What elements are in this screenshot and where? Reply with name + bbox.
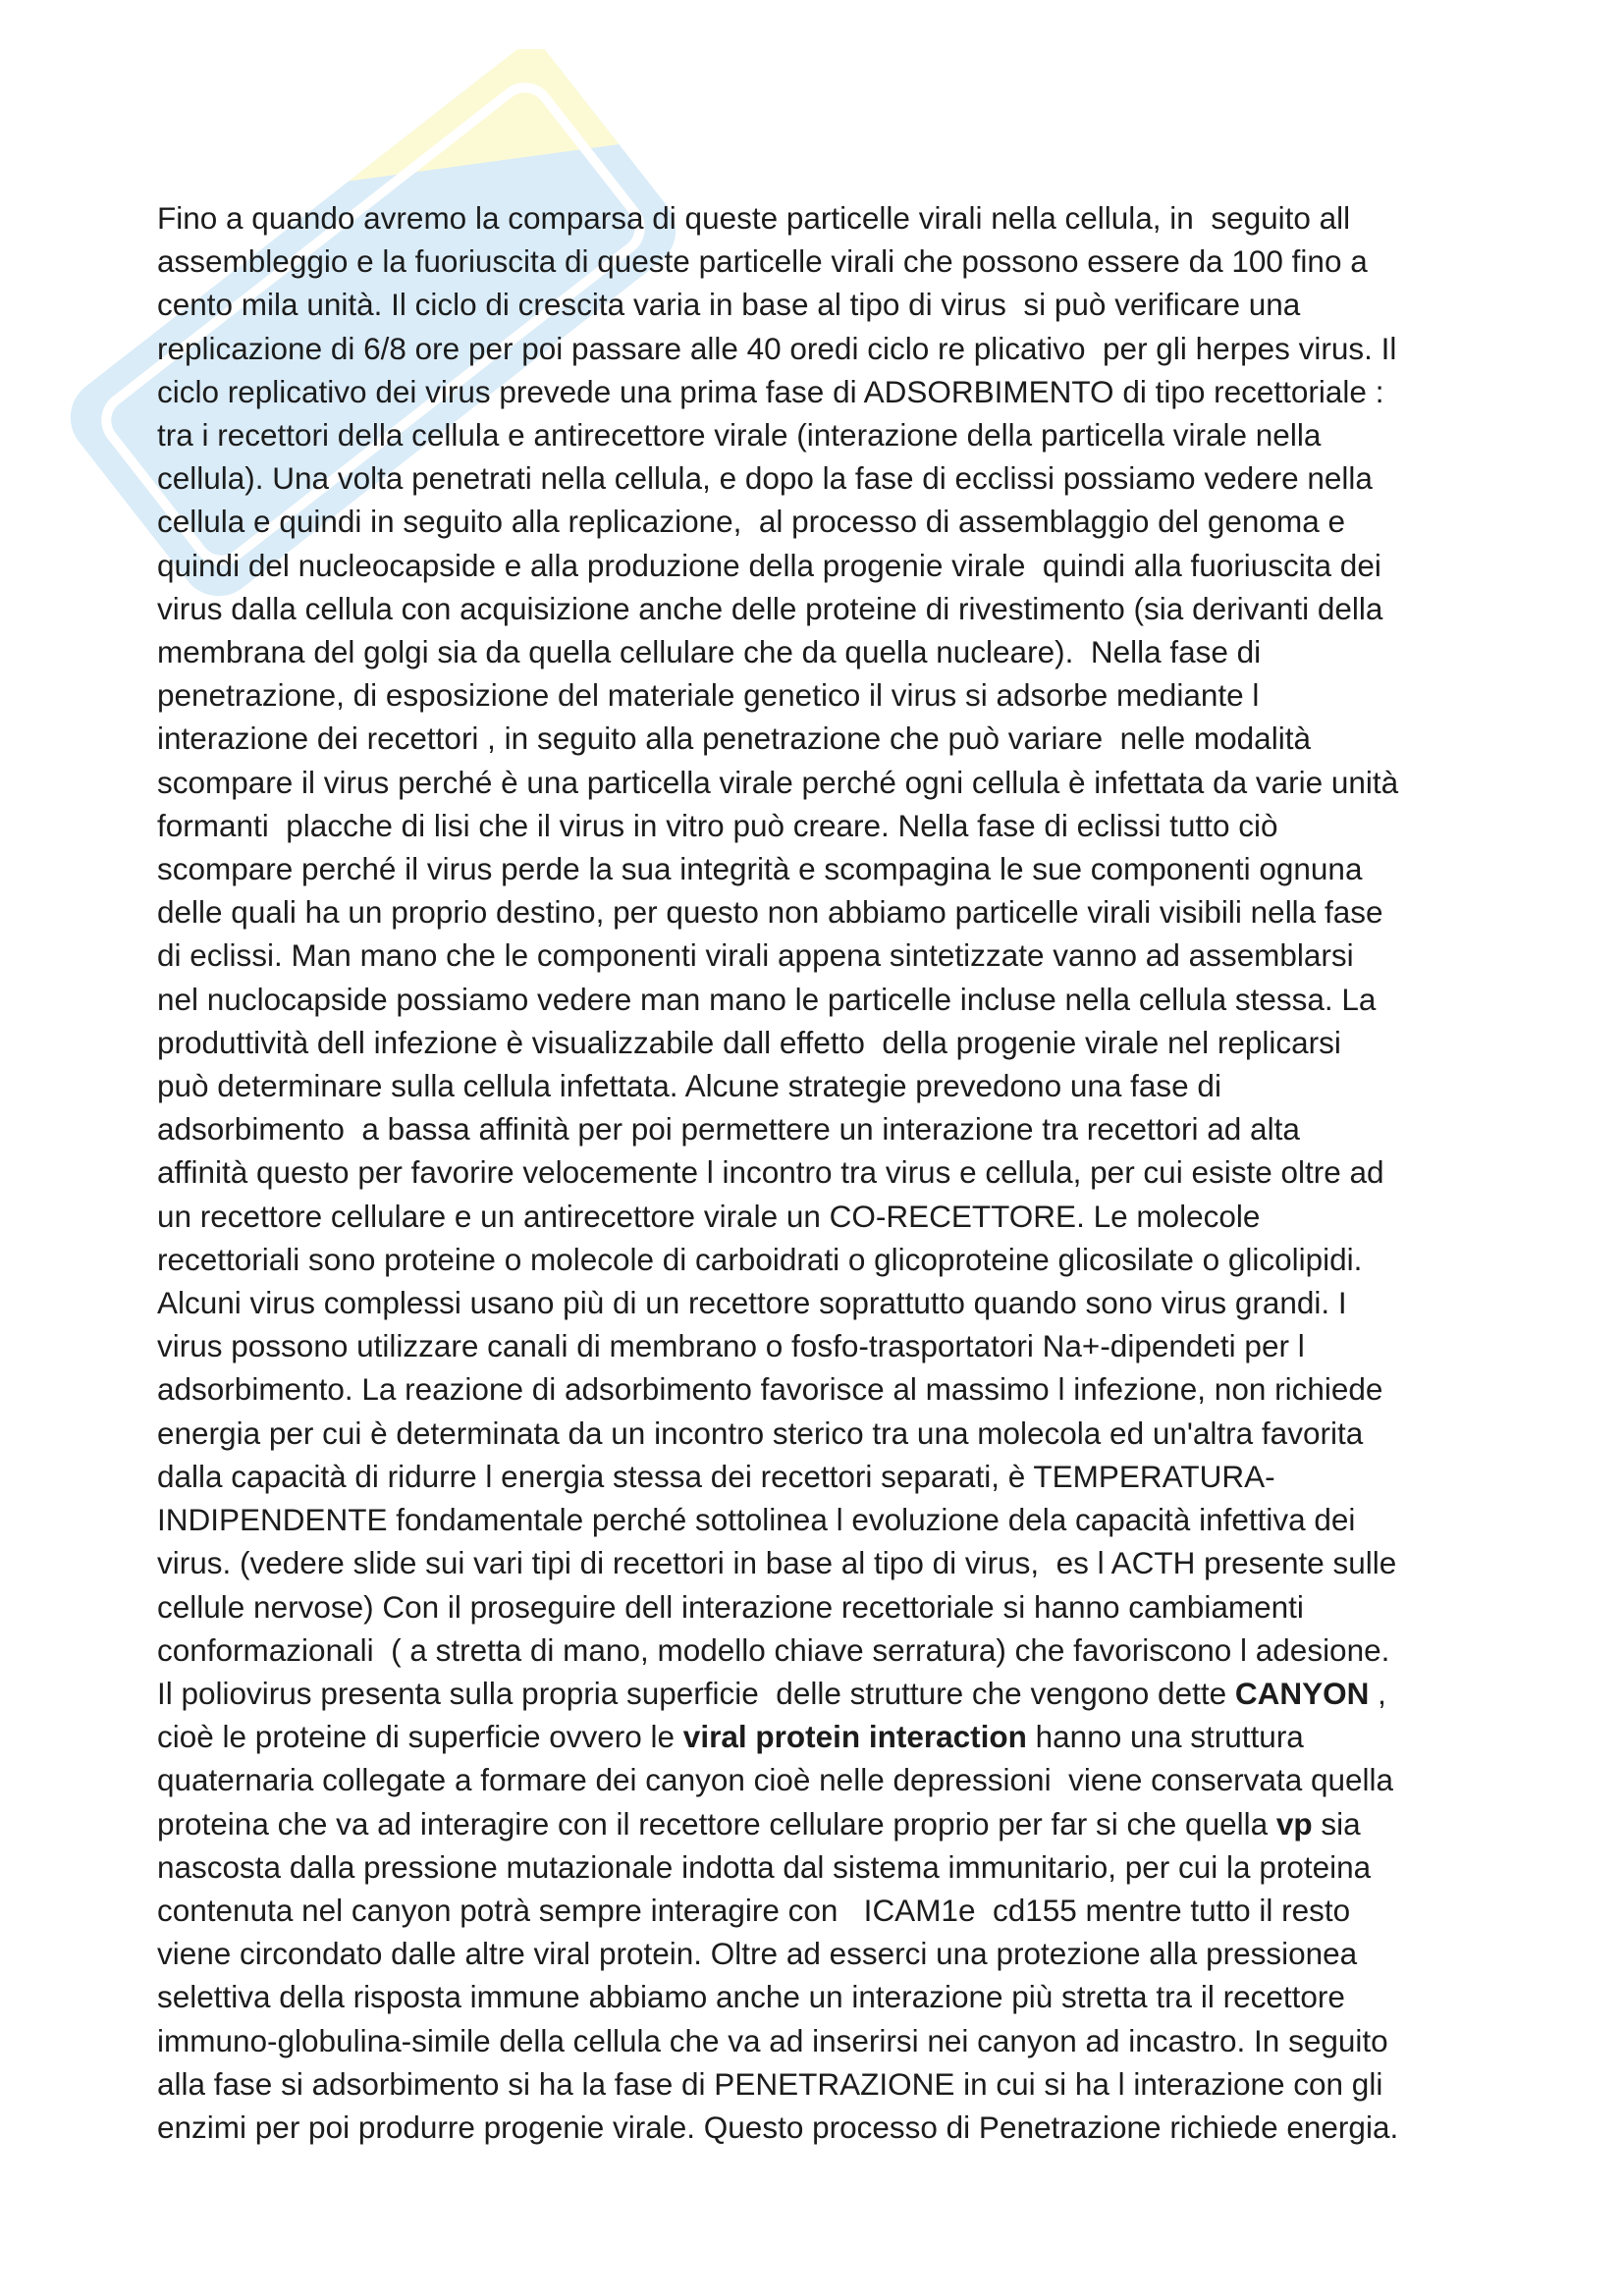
text-line bbox=[157, 544, 1492, 587]
text-line bbox=[157, 1541, 1492, 1584]
text-line bbox=[157, 1455, 1492, 1498]
text-line bbox=[157, 500, 1492, 543]
text-line bbox=[157, 587, 1492, 630]
text-run: delle quali ha un proprio destino, per questo non abbiamo particelle virali visibili nella fase bbox=[157, 894, 1383, 931]
text-run: affinità questo per favorire velocemente l incontro tra virus e cellula, per cui esiste oltre ad bbox=[157, 1154, 1384, 1191]
text-run: cellula). Una volta penetrati nella cellula, e dopo la fase di ecclissi possiamo vedere nella bbox=[157, 460, 1373, 497]
text-line bbox=[157, 1585, 1492, 1629]
text-line bbox=[157, 1715, 1492, 1758]
text-run: conformazionali ( a stretta di mano, modello chiave serratura) che favoriscono l adesione. bbox=[157, 1631, 1390, 1668]
text-run: dalla capacità di ridurre l energia stessa dei recettori separati, è TEMPERATURA- bbox=[157, 1458, 1275, 1494]
text-line bbox=[157, 1367, 1492, 1411]
text-line bbox=[157, 1064, 1492, 1107]
text-run: scompare il virus perché è una particella virale perché ogni cellula è infettata da varie unità bbox=[157, 764, 1399, 800]
text-run: virus. (vedere slide sui vari tipi di recettori in base al tipo di virus, es l ACTH presente sulle bbox=[157, 1545, 1397, 1581]
text-run: quindi del nucleocapside e alla produzione della progenie virale quindi alla fuoriuscita dei bbox=[157, 547, 1381, 583]
text-run: un recettore cellulare e un antirecettore virale un CO-RECETTORE. Le molecole bbox=[157, 1198, 1261, 1234]
text-line bbox=[157, 2019, 1492, 2062]
text-run: Il poliovirus presenta sulla propria superficie delle strutture che vengono dette bbox=[157, 1675, 1235, 1711]
text-run: hanno una struttura bbox=[1026, 1719, 1304, 1755]
text-line bbox=[157, 1672, 1492, 1715]
text-run: recettoriali sono proteine o molecole di carboidrati o glicoproteine glicosilate o glicolipidi. bbox=[157, 1241, 1363, 1277]
text-line bbox=[157, 370, 1492, 413]
text-run: contenuta nel canyon potrà sempre interagire con ICAM1e cd155 mentre tutto il resto bbox=[157, 1892, 1351, 1928]
bold-term: viral protein interaction bbox=[682, 1719, 1027, 1755]
bold-term: CANYON bbox=[1234, 1675, 1370, 1711]
bold-term: vp bbox=[1275, 1805, 1313, 1842]
text-run: , bbox=[1369, 1675, 1386, 1711]
text-line bbox=[157, 1281, 1492, 1324]
text-run: interazione dei recettori , in seguito alla penetrazione che può variare nelle modalità bbox=[157, 721, 1311, 757]
text-run: adsorbimento a bassa affinità per poi permettere un interazione tra recettori ad alta bbox=[157, 1111, 1300, 1148]
text-line bbox=[157, 1412, 1492, 1455]
text-run: assembleggio e la fuoriuscita di queste particelle virali che possono essere da 100 fino a bbox=[157, 243, 1368, 280]
text-run: membrana del golgi sia da quella cellulare che da quella nucleare). Nella fase di bbox=[157, 634, 1262, 670]
text-run: cioè le proteine di superficie ovvero le bbox=[157, 1719, 683, 1755]
text-line bbox=[157, 1845, 1492, 1889]
text-run: Fino a quando avremo la comparsa di queste particelle virali nella cellula, in seguito all bbox=[157, 200, 1351, 236]
text-line bbox=[157, 2062, 1492, 2106]
text-line bbox=[157, 1802, 1492, 1845]
text-line bbox=[157, 1889, 1492, 1932]
text-run: nel nuclocapside possiamo vedere man mano le particelle incluse nella cellula stessa. La bbox=[157, 981, 1377, 1017]
text-run: produttività dell infezione è visualizzabile dall effetto della progenie virale nel replicarsi bbox=[157, 1024, 1341, 1060]
text-line bbox=[157, 717, 1492, 760]
text-run: cellula e quindi in seguito alla replicazione, al processo di assemblaggio del genoma e bbox=[157, 504, 1345, 540]
text-line bbox=[157, 804, 1492, 847]
text-run: nascosta dalla pressione mutazionale indotta dal sistema immunitario, per cui la proteina bbox=[157, 1848, 1372, 1885]
text-run: energia per cui è determinata da un incontro sterico tra una molecola ed un'altra favorita bbox=[157, 1415, 1364, 1451]
text-run: adsorbimento. La reazione di adsorbimento favorisce al massimo l infezione, non richiede bbox=[157, 1371, 1383, 1408]
text-run: di eclissi. Man mano che le componenti virali appena sintetizzate vanno ad assemblarsi bbox=[157, 937, 1354, 974]
text-run: sia bbox=[1312, 1805, 1361, 1842]
text-run: viene circondato dalle altre viral protein. Oltre ad esserci una protezione alla pressionea bbox=[157, 1936, 1358, 1972]
text-line bbox=[157, 761, 1492, 804]
text-line bbox=[157, 934, 1492, 977]
text-line bbox=[157, 413, 1492, 456]
text-run: tra i recettori della cellula e antirecettore virale (interazione della particella virale nella bbox=[157, 417, 1322, 454]
text-line bbox=[157, 890, 1492, 934]
text-run: ciclo replicativo dei virus prevede una prima fase di ADSORBIMENTO di tipo recettoriale : bbox=[157, 373, 1384, 409]
text-line bbox=[157, 1629, 1492, 1672]
text-line bbox=[157, 2106, 1492, 2149]
text-run: può determinare sulla cellula infettata. Alcune strategie prevedono una fase di bbox=[157, 1068, 1221, 1104]
text-line bbox=[157, 1498, 1492, 1541]
text-line bbox=[157, 978, 1492, 1021]
document-body bbox=[157, 196, 1492, 2149]
text-run: selettiva della risposta immune abbiamo anche un interazione più stretta tra il recettore bbox=[157, 1979, 1345, 2015]
text-run: proteina che va ad interagire con il recettore cellulare proprio per far si che quella bbox=[157, 1805, 1276, 1842]
text-line bbox=[157, 283, 1492, 326]
text-run: virus dalla cellula con acquisizione anche delle proteine di rivestimento (sia derivanti della bbox=[157, 590, 1383, 626]
text-run: cellule nervose) Con il proseguire dell interazione recettoriale si hanno cambiamenti bbox=[157, 1588, 1304, 1625]
text-line bbox=[157, 456, 1492, 500]
text-line bbox=[157, 327, 1492, 370]
text-line bbox=[157, 1021, 1492, 1064]
text-run: quaternaria collegate a formare dei canyon cioè nelle depressioni viene conservata quella bbox=[157, 1762, 1394, 1798]
text-line bbox=[157, 1195, 1492, 1238]
text-run: immuno-globulina-simile della cellula che va ad inserirsi nei canyon ad incastro. In seguito bbox=[157, 2022, 1388, 2058]
text-line bbox=[157, 673, 1492, 717]
text-line bbox=[157, 196, 1492, 240]
text-run: INDIPENDENTE fondamentale perché sottolinea l evoluzione dela capacità infettiva dei bbox=[157, 1502, 1356, 1538]
text-line bbox=[157, 1758, 1492, 1801]
text-line bbox=[157, 1150, 1492, 1194]
text-line bbox=[157, 1975, 1492, 2018]
text-run: formanti placche di lisi che il virus in vitro può creare. Nella fase di eclissi tutto ciò bbox=[157, 807, 1278, 843]
text-line bbox=[157, 847, 1492, 890]
text-line bbox=[157, 1107, 1492, 1150]
text-line bbox=[157, 630, 1492, 673]
text-run: replicazione di 6/8 ore per poi passare alle 40 oredi ciclo re plicativo per gli herpes virus. Il bbox=[157, 330, 1397, 366]
text-line bbox=[157, 1324, 1492, 1367]
text-run: Alcuni virus complessi usano più di un recettore soprattutto quando sono virus grandi. I bbox=[157, 1285, 1347, 1321]
text-run: penetrazione, di esposizione del materiale genetico il virus si adsorbe mediante l bbox=[157, 677, 1260, 714]
text-run: scompare perché il virus perde la sua integrità e scompagina le sue componenti ognuna bbox=[157, 851, 1363, 887]
text-run: cento mila unità. Il ciclo di crescita varia in base al tipo di virus si può verificare una bbox=[157, 287, 1301, 323]
text-line bbox=[157, 1932, 1492, 1975]
text-line bbox=[157, 1238, 1492, 1281]
text-run: alla fase si adsorbimento si ha la fase di PENETRAZIONE in cui si ha l interazione con gli bbox=[157, 2065, 1383, 2102]
text-run: enzimi per poi produrre progenie virale. Questo processo di Penetrazione richiede energia. bbox=[157, 2109, 1399, 2145]
text-run: virus possono utilizzare canali di membrano o fosfo-trasportatori Na+-dipendeti per l bbox=[157, 1328, 1305, 1364]
text-line bbox=[157, 240, 1492, 283]
